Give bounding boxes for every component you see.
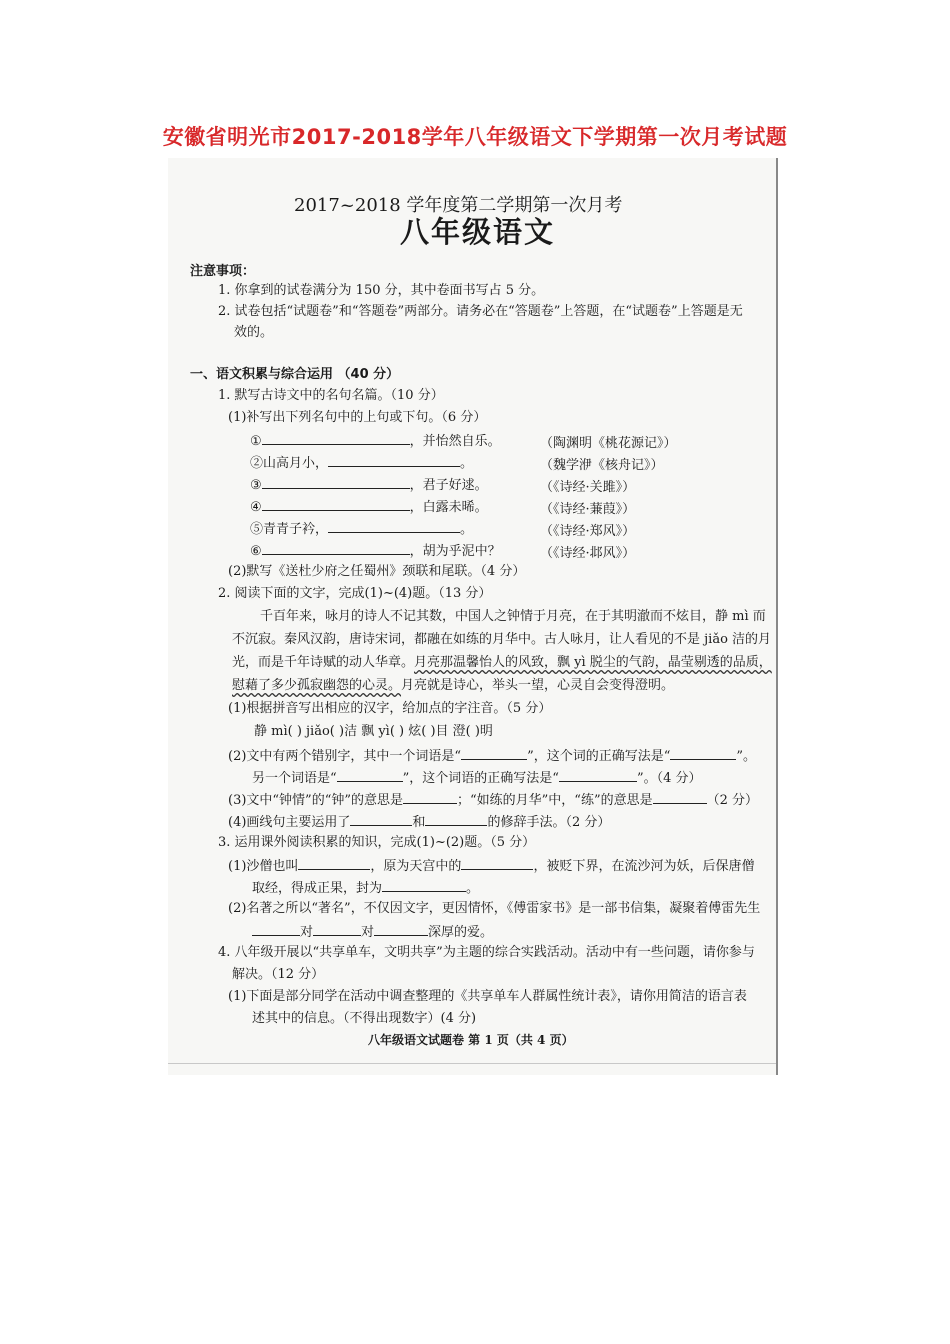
poem-source-5: （《诗经·郑风》） <box>540 524 636 539</box>
poem-source-1: （陶渊明《桃花源记》） <box>540 436 677 451</box>
question-3-1-cont: 取经，得成正果，封为 。 <box>252 881 480 896</box>
question-1: 1. 默写古诗文中的名句名篇。（10 分） <box>218 388 444 403</box>
section-1-heading: 一、语文积累与综合运用 （40 分） <box>190 367 400 382</box>
question-4-1: (1)下面是部分同学在活动中调查整理的《共享单车人群属性统计表》，请你用简洁的语言表 <box>228 989 747 1004</box>
question-2-4: (4)画线句主要运用了 和 的修辞手法。（2 分） <box>228 815 611 830</box>
notice-heading: 注意事项： <box>190 264 256 279</box>
poem-line-6: ⑥ ，胡为乎泥中？ <box>250 544 501 559</box>
poem-line-3: ③ ，君子好逑。 <box>250 478 488 493</box>
exam-year-line: 2017~2018 学年度第二学期第一次月考 <box>294 195 623 216</box>
question-3: 3. 运用课外阅读积累的知识，完成(1)~(2)题。（5 分） <box>218 835 536 850</box>
question-3-2: (2)名著之所以“著名”，不仅因文字，更因情怀，《傅雷家书》是一部书信集，凝聚着傅雷先生 <box>228 901 761 916</box>
passage-line-3: 光，而是千年诗赋的动人华章。月亮那温馨怡人的风致，飘 yì 脱尘的气韵，晶莹剔透的品质， <box>232 655 772 670</box>
question-4: 4. 八年级开展以“共享单车，文明共享”为主题的综合实践活动。活动中有一些问题，请你参与 <box>218 945 755 960</box>
passage-line-4: 慰藉了多少孤寂幽怨的心灵。月亮就是诗心，举头一望，心灵自会变得澄明。 <box>232 678 675 693</box>
scan-bottom-edge <box>168 1063 776 1064</box>
document-title: 安徽省明光市2017-2018学年八年级语文下学期第一次月考试题 <box>162 125 788 149</box>
poem-line-1: ① ，并怡然自乐。 <box>250 434 501 449</box>
poem-source-6: （《诗经·邶风》） <box>540 546 636 561</box>
poem-line-2: ②山高月小， 。 <box>250 456 474 471</box>
question-2-1: (1)根据拼音写出相应的汉字，给加点的字注音。（5 分） <box>228 701 552 716</box>
notice-item-2-cont: 效的。 <box>234 325 274 340</box>
poem-line-4: ④ ，白露未晞。 <box>250 500 488 515</box>
passage-line-1: 千百年来，咏月的诗人不记其数，中国人之钟情于月亮，在于其明澈而不炫目，静 mì 而 <box>260 609 766 624</box>
question-2-2-cont: 另一个词语是“ ”，这个词语的正确写法是“ ”。（4 分） <box>252 771 702 786</box>
question-2: 2. 阅读下面的文字，完成(1)~(4)题。（13 分） <box>218 586 492 601</box>
poem-source-4: （《诗经·蒹葭》） <box>540 502 636 517</box>
question-1-2: (2)默写《送杜少府之任蜀州》颈联和尾联。（4 分） <box>228 564 526 579</box>
question-3-2-cont: 对 对 深厚的爱。 <box>252 923 493 941</box>
page-footer: 八年级语文试题卷 第 1 页（共 4 页） <box>368 1033 574 1047</box>
question-2-2: (2)文中有两个错别字，其中一个词语是“ ”，这个词的正确写法是“ ”。 <box>228 749 757 764</box>
exam-subject-title: 八年级语文 <box>400 215 556 249</box>
pinyin-line: 静 mì( ) jiǎo( )洁 飘 yì( ) 炫( )目 澄( )明 <box>254 724 493 739</box>
passage-line-2: 不沉寂。秦风汉韵，唐诗宋词，都融在如练的月华中。古人咏月，让人看见的不是 jiǎo 洁的月 <box>232 632 772 647</box>
question-3-1: (1)沙僧也叫 ，原为天宫中的 ，被贬下界，在流沙河为妖，后保唐僧 <box>228 859 755 874</box>
notice-item-2: 2. 试卷包括“试题卷”和“答题卷”两部分。请务必在“答题卷”上答题，在“试题卷”上答题是无 <box>218 304 743 319</box>
exam-paper-scan <box>168 158 778 1075</box>
poem-source-2: （魏学洢《核舟记》） <box>540 458 664 473</box>
poem-line-5: ⑤青青子衿， 。 <box>250 522 474 537</box>
question-1-1: (1)补写出下列名句中的上句或下句。（6 分） <box>228 410 487 425</box>
question-4-cont: 解决。（12 分） <box>232 967 325 982</box>
poem-source-3: （《诗经·关雎》） <box>540 480 636 495</box>
notice-item-1: 1. 你拿到的试卷满分为 150 分，其中卷面书写占 5 分。 <box>218 283 545 298</box>
question-4-1-cont: 述其中的信息。（不得出现数字）(4 分) <box>252 1011 477 1026</box>
question-2-3: (3)文中“钟情”的“钟”的意思是 ；“如练的月华”中，“练”的意思是 （2 分） <box>228 793 758 808</box>
